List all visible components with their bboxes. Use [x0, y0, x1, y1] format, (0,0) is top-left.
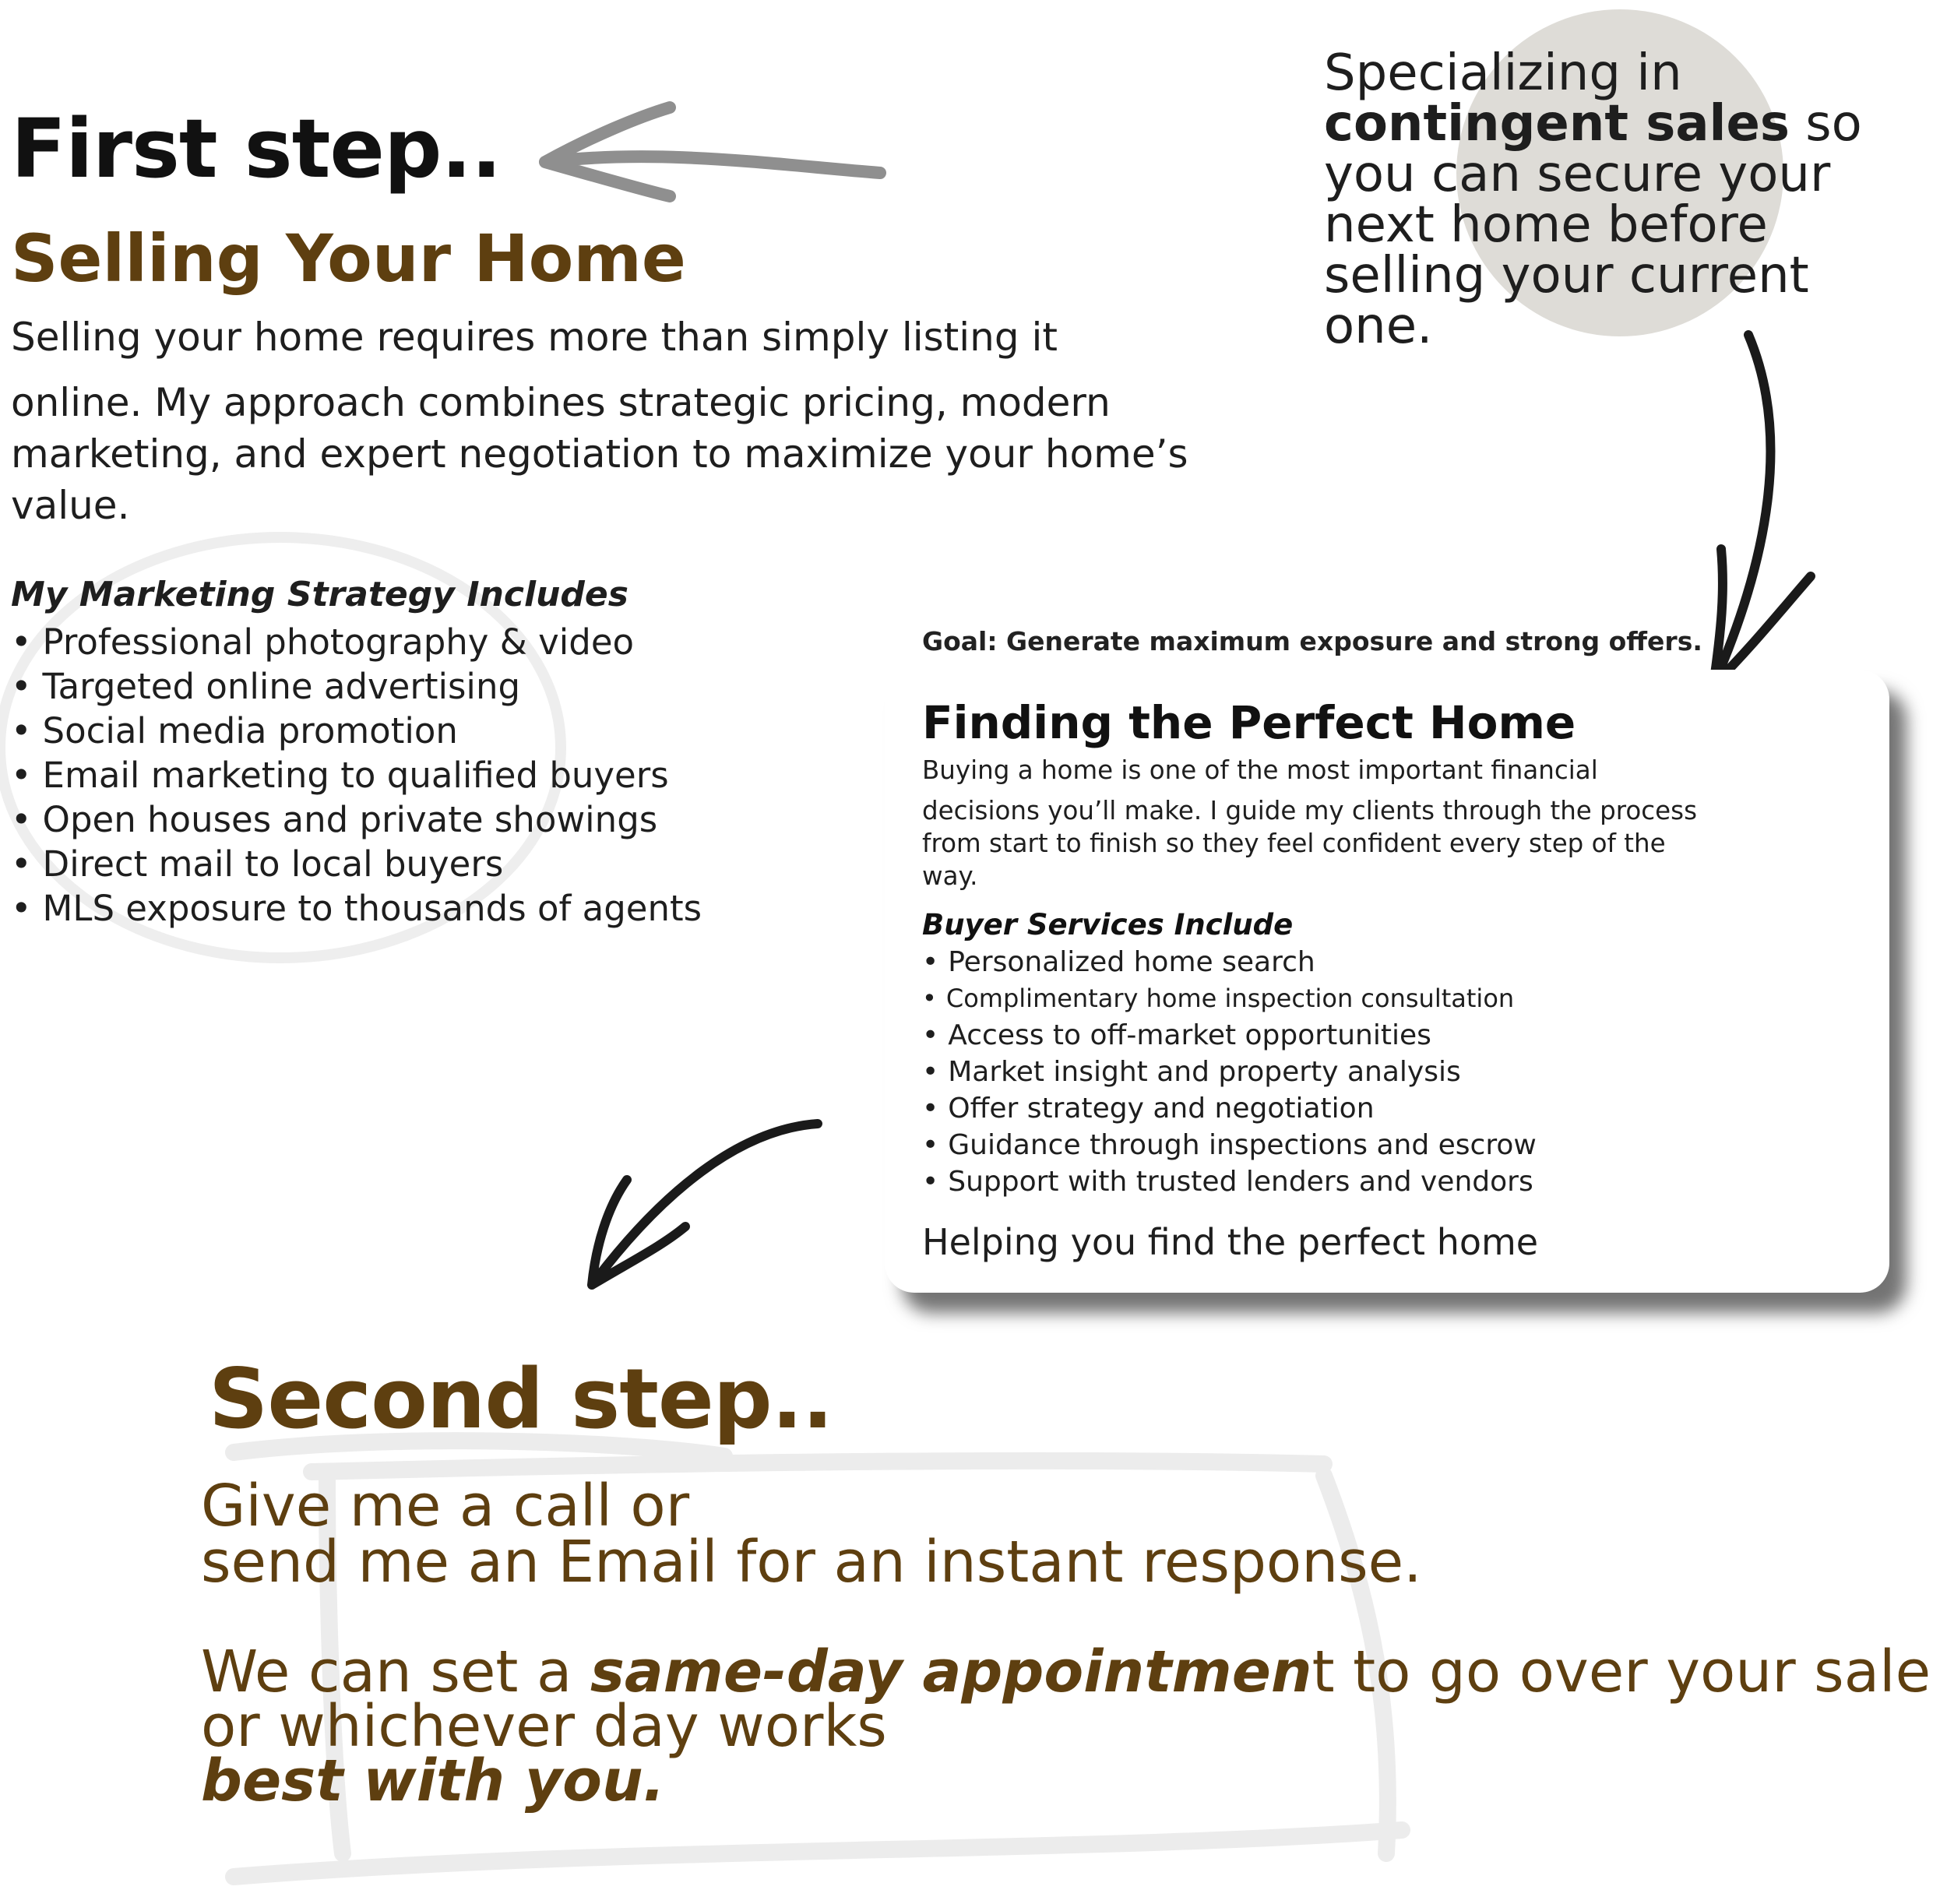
- marketing-strategy-title: My Marketing Strategy Includes: [11, 575, 628, 614]
- list-item: • MLS exposure to thousands of agents: [11, 886, 702, 931]
- list-item: • Access to off-market opportunities: [922, 1017, 1537, 1054]
- list-item: • Personalized home search: [922, 944, 1537, 980]
- call-email-text: [201, 1473, 1422, 1596]
- list-item: • Open houses and private showings: [11, 797, 702, 842]
- selling-description-line1: Selling your home requires more than simply listing it: [11, 315, 1058, 360]
- list-item: • Social media promotion: [11, 709, 702, 753]
- specializing-text: [1324, 44, 1931, 355]
- down-left-arrow-icon: [592, 1124, 818, 1285]
- left-arrow-icon: [545, 107, 880, 196]
- down-arrow-icon: [1713, 335, 1811, 685]
- call-line1: Give me a call or: [201, 1473, 690, 1540]
- card-description-rest: decisions you’ll make. I guide my clients through the process from start to finish so they feel confident every step of the way.: [922, 796, 1698, 891]
- list-item: • Market insight and property analysis: [922, 1054, 1537, 1090]
- list-item: • Offer strategy and negotiation: [922, 1090, 1537, 1127]
- second-step-heading: Second step..: [209, 1351, 833, 1447]
- card-description: [922, 754, 1724, 892]
- list-item: • Guidance through inspections and escrow: [922, 1127, 1537, 1163]
- buyer-services-title: Buyer Services Include: [922, 908, 1294, 941]
- finding-home-card: [885, 670, 1889, 1293]
- list-item: • Support with trusted lenders and vendors: [922, 1163, 1537, 1200]
- selling-description-rest: online. My approach combines strategic pricing, modern marketing, and expert negotiation to maximize your home’s value.: [11, 380, 1188, 528]
- call-line2: send me an Email for an instant response.: [201, 1529, 1422, 1596]
- marketing-strategy-list: [11, 620, 702, 931]
- selling-description: [11, 311, 1195, 531]
- list-item: • Complimentary home inspection consultation: [922, 980, 1537, 1017]
- list-item: • Email marketing to qualified buyers: [11, 753, 702, 797]
- goal-text: Goal: Generate maximum exposure and strong offers.: [922, 626, 1702, 656]
- list-item: • Professional photography & video: [11, 620, 702, 664]
- appointment-prefix: We can set a: [201, 1638, 590, 1705]
- specializing-suffix: so you can secure your next home before selling your current one.: [1324, 95, 1862, 355]
- list-item: • Targeted online advertising: [11, 664, 702, 709]
- appointment-end: best with you.: [201, 1747, 665, 1814]
- card-description-line1: Buying a home is one of the most important financial: [922, 755, 1598, 785]
- first-step-heading: First step..: [11, 101, 502, 196]
- appointment-text: [201, 1638, 1947, 1814]
- specializing-bold: contingent sales: [1324, 95, 1790, 153]
- card-title: Finding the Perfect Home: [922, 696, 1576, 749]
- card-tagline: Helping you find the perfect home: [922, 1221, 1539, 1263]
- list-item: • Direct mail to local buyers: [11, 842, 702, 886]
- appointment-bold: same-day appointmen: [590, 1638, 1312, 1705]
- appointment-mid: t to go over your sale or whichever day works: [201, 1638, 1931, 1760]
- selling-your-home-title: Selling Your Home: [11, 220, 686, 297]
- buyer-services-list: [922, 944, 1537, 1200]
- specializing-prefix: Specializing in: [1324, 44, 1682, 102]
